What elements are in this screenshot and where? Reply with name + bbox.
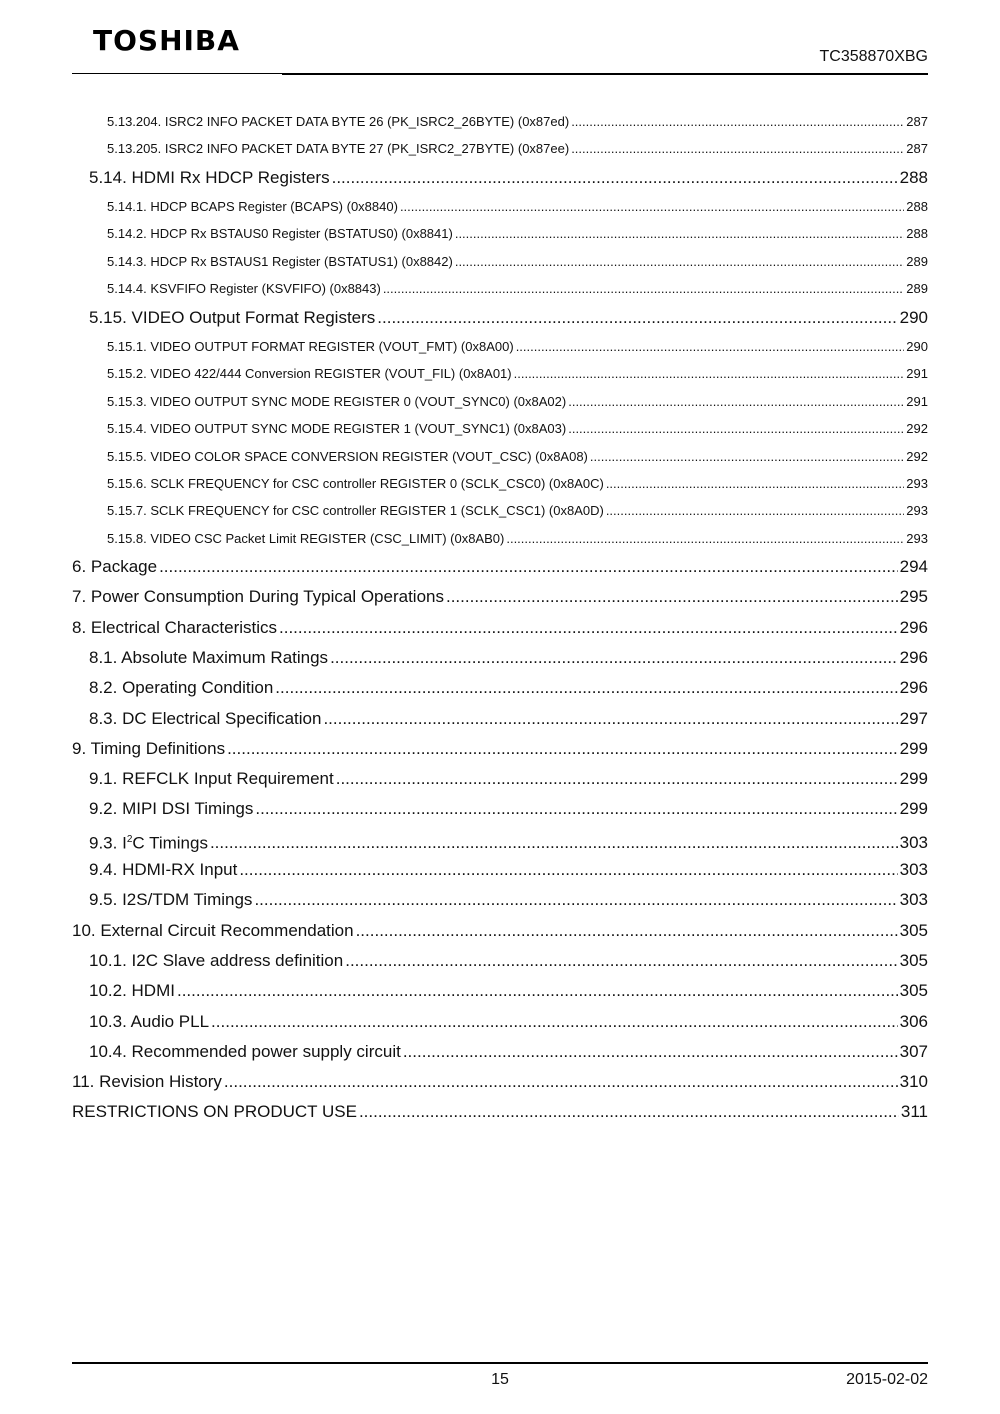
toc-dot-leader <box>403 1037 898 1067</box>
toc-dot-leader <box>606 497 904 524</box>
toc-entry-page: 288 <box>906 199 928 215</box>
toc-entry[interactable] <box>72 643 928 673</box>
toc-entry[interactable] <box>72 470 928 497</box>
toshiba-logo: TOSHIBA <box>93 24 240 57</box>
toc-dot-leader <box>514 360 905 387</box>
toc-entry-label: 9.3. $I^2C$ Timings <box>89 833 208 853</box>
toc-dot-leader <box>159 552 898 582</box>
toc-dot-leader <box>275 673 897 703</box>
toc-dot-leader <box>571 108 904 135</box>
toc-entry[interactable] <box>72 946 928 976</box>
toc-entry[interactable] <box>72 415 928 442</box>
toc-entry-label: 5.15.1. VIDEO OUTPUT FORMAT REGISTER (VOUT_FMT) (0x8A00) <box>107 338 514 354</box>
toc-entry-page: 295 <box>899 587 928 607</box>
toc-dot-leader <box>359 1097 899 1127</box>
toc-dot-leader <box>330 643 898 673</box>
toc-entry[interactable] <box>72 360 928 387</box>
toc-entry[interactable] <box>72 916 928 946</box>
toc-dot-leader <box>571 135 904 162</box>
toc-entry[interactable] <box>72 1097 928 1127</box>
toc-entry[interactable] <box>72 885 928 915</box>
toc-entry-label: 5.14.4. KSVFIFO Register (KSVFIFO) (0x8843) <box>107 281 381 297</box>
toc-entry[interactable] <box>72 163 928 193</box>
toc-entry-page: 305 <box>899 950 928 970</box>
toc-entry[interactable] <box>72 1007 928 1037</box>
toc-entry[interactable] <box>72 552 928 582</box>
toc-entry-label: 8.1. Absolute Maximum Ratings <box>89 647 329 667</box>
toc-dot-leader <box>345 946 897 976</box>
toc-entry-page: 291 <box>906 366 928 382</box>
toc-entry-label: 8. Electrical Characteristics <box>72 617 278 637</box>
toc-entry-page: 293 <box>906 475 928 491</box>
toc-entry[interactable] <box>72 333 928 360</box>
footer-rule <box>72 1362 928 1364</box>
toc-entry-page: 299 <box>899 799 928 819</box>
toc-dot-leader <box>227 734 898 764</box>
toc-entry-label: 10.4. Recommended power supply circuit <box>89 1041 401 1061</box>
document-date: 2015-02-02 <box>846 1371 928 1388</box>
toc-entry-page: 292 <box>906 421 928 437</box>
toc-entry-label: 5.15.7. SCLK FREQUENCY for CSC controller REGISTER 1 (SCLK_CSC1) (0x8A0D) <box>107 503 604 519</box>
toc-dot-leader <box>279 613 898 643</box>
toc-entry-label: 8.3. DC Electrical Specification <box>89 708 322 728</box>
toc-entry-label: 5.14.2. HDCP Rx BSTAUS0 Register (BSTATUS0) (0x8841) <box>107 226 453 242</box>
toc-entry-page: 291 <box>906 393 928 409</box>
toc-dot-leader <box>568 388 904 415</box>
toc-entry-page: 310 <box>899 1072 928 1092</box>
toc-entry-page: 292 <box>906 448 928 464</box>
toc-entry[interactable] <box>72 135 928 162</box>
toc-entry-label: 5.15.2. VIDEO 422/444 Conversion REGISTER (VOUT_FIL) (0x8A01) <box>107 366 512 382</box>
toc-entry[interactable] <box>72 388 928 415</box>
toc-entry-page: 287 <box>906 114 928 129</box>
toc-entry[interactable] <box>72 220 928 247</box>
toc-entry-page: 299 <box>899 738 928 758</box>
toc-entry-label: 5.14.1. HDCP BCAPS Register (BCAPS) (0x8840) <box>107 199 398 215</box>
toc-dot-leader <box>400 193 904 220</box>
toc-dot-leader <box>211 1007 898 1037</box>
toc-entry-label: 5.15.5. VIDEO COLOR SPACE CONVERSION REGISTER (VOUT_CSC) (0x8A08) <box>107 448 588 464</box>
toc-entry-page: 305 <box>899 920 928 940</box>
toc-entry-page: 303 <box>899 890 928 910</box>
toc-entry-page: 287 <box>906 141 928 157</box>
toc-entry-page: 290 <box>906 338 928 354</box>
toc-entry-page: 294 <box>899 557 928 577</box>
toc-entry-page: 311 <box>900 1102 928 1122</box>
toc-dot-leader <box>446 582 898 612</box>
toc-entry[interactable] <box>72 443 928 470</box>
toc-entry[interactable] <box>72 976 928 1006</box>
toc-dot-leader <box>255 794 897 824</box>
toc-entry-label: RESTRICTIONS ON PRODUCT USE <box>72 1102 357 1122</box>
toc-dot-leader <box>383 275 904 302</box>
toc-entry-page: 293 <box>906 530 928 546</box>
toc-entry-page: 299 <box>899 769 928 789</box>
toc-entry-page: 306 <box>899 1011 928 1031</box>
table-of-contents <box>72 108 928 1128</box>
toc-dot-leader <box>455 220 904 247</box>
toc-entry-label: 5.15.8. VIDEO CSC Packet Limit REGISTER (CSC_LIMIT) (0x8AB0) <box>107 530 505 546</box>
toc-entry[interactable] <box>72 1067 928 1097</box>
toc-entry[interactable] <box>72 248 928 275</box>
toc-entry-page: 296 <box>899 647 928 667</box>
toc-entry-label: 9. Timing Definitions <box>72 738 226 758</box>
toc-entry-page: 296 <box>899 678 928 698</box>
toc-entry-page: 303 <box>899 833 928 853</box>
toc-dot-leader <box>377 303 897 333</box>
toc-entry-label: 9.1. REFCLK Input Requirement <box>89 769 334 789</box>
toc-entry-label: 7. Power Consumption During Typical Operations <box>72 587 444 607</box>
toc-entry[interactable] <box>72 825 928 855</box>
toc-entry-label: 8.2. Operating Condition <box>89 678 274 698</box>
toc-entry-page: 289 <box>906 253 928 269</box>
toc-entry-page: 303 <box>899 860 928 880</box>
toc-entry-label: 10. External Circuit Recommendation <box>72 920 354 940</box>
toc-entry-page: 296 <box>899 617 928 637</box>
toc-dot-leader <box>177 976 898 1006</box>
toc-dot-leader <box>606 470 904 497</box>
toc-entry[interactable] <box>72 673 928 703</box>
toc-entry[interactable] <box>72 613 928 643</box>
toc-dot-leader <box>336 764 898 794</box>
toc-entry[interactable] <box>72 582 928 612</box>
toc-entry[interactable] <box>72 193 928 220</box>
toc-entry-label: 5.15. VIDEO Output Format Registers <box>89 307 376 327</box>
toc-entry-label: 5.15.6. SCLK FREQUENCY for CSC controller REGISTER 0 (SCLK_CSC0) (0x8A0C) <box>107 475 604 491</box>
toc-dot-leader <box>254 885 897 915</box>
toc-dot-leader <box>356 916 898 946</box>
toc-dot-leader <box>590 443 904 470</box>
toc-entry[interactable] <box>72 108 928 135</box>
document-id: TC358870XBG <box>819 48 928 65</box>
toc-entry[interactable] <box>72 704 928 734</box>
toc-entry-label: 10.1. I2C Slave address definition <box>89 950 344 970</box>
toc-entry-page: 297 <box>899 708 928 728</box>
toc-dot-leader <box>455 248 904 275</box>
toc-entry[interactable] <box>72 855 928 885</box>
toc-entry-label: 5.13.205. ISRC2 INFO PACKET DATA BYTE 27 (PK_ISRC2_27BYTE) (0x87ee) <box>107 141 570 157</box>
toc-dot-leader <box>506 525 904 552</box>
toc-entry-label: 10.2. HDMI <box>89 981 175 1001</box>
toc-entry[interactable] <box>72 764 928 794</box>
toc-dot-leader <box>239 855 897 885</box>
toc-entry-label: 5.14.3. HDCP Rx BSTAUS1 Register (BSTATUS1) (0x8842) <box>107 253 453 269</box>
toc-entry-label: 5.15.3. VIDEO OUTPUT SYNC MODE REGISTER 0 (VOUT_SYNC0) (0x8A02) <box>107 393 567 409</box>
toc-entry-page: 290 <box>899 307 928 327</box>
toc-entry-label: 5.13.204. ISRC2 INFO PACKET DATA BYTE 26 (PK_ISRC2_26BYTE) (0x87ed) <box>107 114 570 129</box>
toc-dot-leader <box>224 1067 898 1097</box>
toc-entry-page: 293 <box>906 503 928 519</box>
toc-dot-leader <box>568 415 904 442</box>
toc-entry-label: 9.4. HDMI-RX Input <box>89 860 238 880</box>
toc-entry[interactable] <box>72 794 928 824</box>
toc-entry-page: 305 <box>899 981 928 1001</box>
toc-dot-leader <box>323 704 897 734</box>
toc-entry-label: 9.5. I2S/TDM Timings <box>89 890 253 910</box>
toc-entry[interactable] <box>72 275 928 302</box>
toc-entry[interactable] <box>72 734 928 764</box>
toc-entry[interactable] <box>72 1037 928 1067</box>
page-number: 15 <box>491 1371 509 1388</box>
toc-dot-leader <box>516 333 905 360</box>
toc-entry-label: 5.14. HDMI Rx HDCP Registers <box>89 167 330 187</box>
toc-entry-page: 288 <box>899 167 928 187</box>
toc-entry-page: 288 <box>906 226 928 242</box>
toc-entry-label: 9.2. MIPI DSI Timings <box>89 799 254 819</box>
toc-entry-page: 289 <box>906 281 928 297</box>
toc-entry-label: 10.3. Audio PLL <box>89 1011 210 1031</box>
toc-entry[interactable] <box>72 303 928 333</box>
toc-entry[interactable] <box>72 525 928 552</box>
toc-entry-label: 5.15.4. VIDEO OUTPUT SYNC MODE REGISTER 1 (VOUT_SYNC1) (0x8A03) <box>107 421 567 437</box>
toc-entry-page: 307 <box>899 1041 928 1061</box>
header-rule-bold <box>282 73 928 75</box>
toc-entry-label: 11. Revision History <box>72 1072 222 1092</box>
toc-entry-label: 6. Package <box>72 557 158 577</box>
toc-dot-leader <box>332 163 898 193</box>
toc-entry[interactable] <box>72 497 928 524</box>
